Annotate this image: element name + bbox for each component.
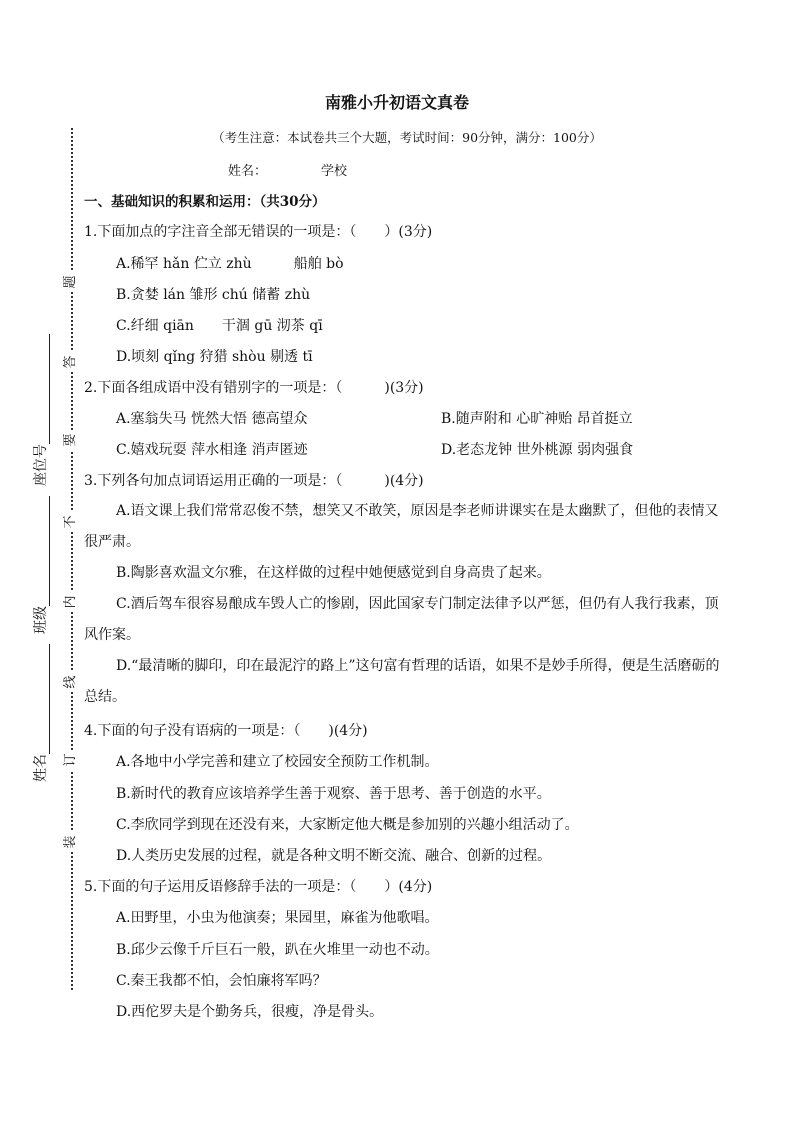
class-underline (35, 496, 50, 606)
seat-number-field (30, 334, 50, 486)
question-5-option-b: B.邱少云像千斤巨石一般，趴在火堆里一动也不动。 (116, 942, 439, 958)
binding-char: 内 (63, 592, 79, 612)
seat-number-underline (35, 334, 50, 444)
question-1-option-c: C.纤细 qiān 干涸 gū 沏茶 qī (116, 318, 323, 334)
question-3-option-d: D.“最清晰的脚印，印在最泥泞的路上”这句富有哲理的话语，如果不是妙手所得，便是生活磨砺的总结。 (84, 658, 720, 705)
binding-char: 不 (63, 512, 79, 532)
question-2-stem: 2.下面各组成语中没有错别字的一项是：（ )(3分) (84, 380, 424, 396)
binding-char: 订 (63, 750, 79, 770)
name-school-row (228, 160, 347, 179)
question-4-option-d: D.人类历史发展的过程，就是各种文明不断交流、融合、创新的过程。 (116, 848, 552, 864)
question-1-option-a: A.稀罕 hǎn 伫立 zhù 船舶 bò (116, 256, 344, 272)
question-2-option-a: A.塞翁失马 恍然大悟 德高望众 (116, 411, 308, 427)
question-5-option-d: D.西佗罗夫是个勤务兵，很瘦，净是骨头。 (116, 1004, 384, 1020)
question-5-option-c: C.秦王我都不怕，会怕廉将军吗？ (116, 973, 327, 989)
question-2-option-c: C.嬉戏玩耍 萍水相逢 消声匿迹 (116, 442, 308, 458)
question-4-option-a: A.各地中小学完善和建立了校园安全预防工作机制。 (116, 754, 439, 770)
question-4-stem: 4.下面的句子没有语病的一项是：（ )(4分) (84, 723, 368, 739)
exam-notice: （考生注意：本试卷共三个大题，考试时间：90分钟，满分：100分） (212, 130, 602, 145)
student-name-field (30, 644, 50, 782)
question-1-option-d: D.顷刻 qǐng 狩猎 shòu 剔透 tī (116, 349, 313, 365)
question-5-option-a: A.田野里，小虫为他演奏；果园里，麻雀为他歌唱。 (116, 910, 439, 926)
school-label: 学校 (321, 164, 348, 179)
question-4-option-b: B.新时代的教育应该培养学生善于观察、善于思考、善于创造的水平。 (116, 786, 551, 802)
binding-char: 答 (63, 352, 79, 372)
binding-char: 线 (63, 672, 79, 692)
seat-number-label: 座位号 (33, 444, 49, 486)
question-1-option-b: B.贪婪 lán 雏形 chú 储蓄 zhù (116, 287, 311, 303)
student-name-label: 姓名 (33, 754, 49, 782)
binding-char: 要 (63, 430, 79, 450)
question-3-stem: 3.下列各句加点词语运用正确的一项是：（ )(4分) (84, 473, 424, 489)
question-2-option-b: B.随声附和 心旷神贻 昂首挺立 (441, 411, 633, 427)
class-label: 班级 (33, 606, 49, 634)
exam-title: 南雅小升初语文真卷 (324, 93, 469, 112)
question-3-option-a: A.语文课上我们常常忍俊不禁，想笑又不敢笑，原因是李老师讲课实在是太幽默了，但他的表情又很严肃。 (84, 503, 719, 550)
binding-dotted-line (71, 128, 73, 990)
binding-char: 装 (63, 832, 79, 852)
class-field (30, 496, 50, 634)
question-5-stem: 5.下面的句子运用反语修辞手法的一项是：（ ）(4分) (84, 879, 433, 895)
question-2-option-d: D.老态龙钟 世外桃源 弱肉强食 (441, 442, 634, 458)
name-label: 姓名： (228, 164, 268, 179)
section-heading: 一、基础知识的积累和运用：（共30分） (84, 194, 326, 210)
question-1-stem: 1.下面加点的字注音全部无错误的一项是：（ ）(3分) (84, 224, 433, 240)
binding-char: 题 (63, 272, 79, 292)
question-3-option-b: B.陶影喜欢温文尔雅，在这样做的过程中她便感觉到自身高贵了起来。 (116, 565, 551, 581)
question-4-option-c: C.李欣同学到现在还没有来，大家断定他大概是参加别的兴趣小组活动了。 (116, 817, 579, 833)
question-3-option-c: C.酒后驾车很容易酿成车毁人亡的惨剧，因此国家专门制定法律予以严惩，但仍有人我行我素，顶风作案。 (84, 596, 719, 643)
student-name-underline (35, 644, 50, 754)
